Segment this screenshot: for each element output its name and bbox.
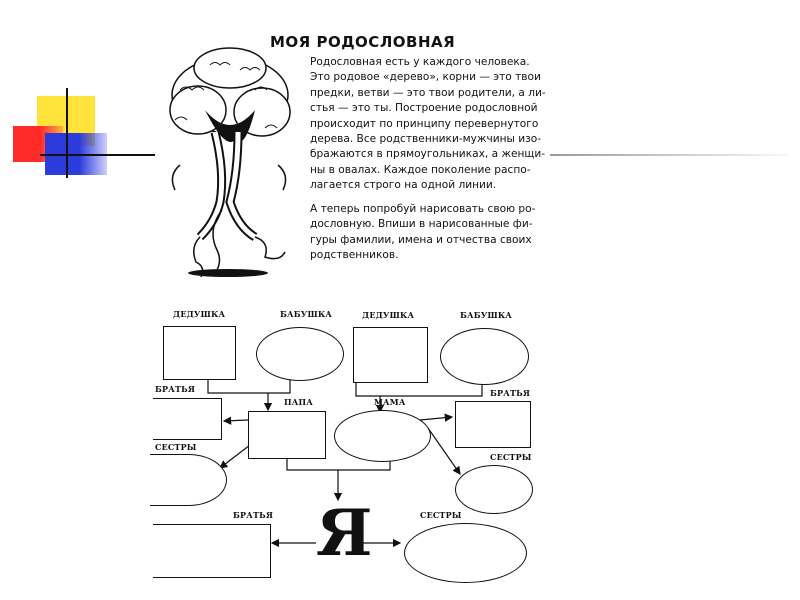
box-grandfather-right[interactable] bbox=[353, 327, 428, 383]
text-line: А теперь попробуй нарисовать свою ро- bbox=[310, 203, 536, 215]
connector-left-grandparents bbox=[208, 380, 290, 393]
box-brothers-papa[interactable] bbox=[153, 398, 222, 440]
text-line: ны в овалах. Каждое поколение распо- bbox=[310, 163, 531, 176]
text-line: бражаются в прямоугольниках, а женщи- bbox=[310, 148, 546, 161]
label-grandmother-left: БАБУШКА bbox=[280, 309, 333, 319]
box-papa[interactable] bbox=[248, 411, 326, 459]
label-mama: МАМА bbox=[374, 397, 406, 407]
oval-sisters-me[interactable] bbox=[404, 523, 527, 583]
me-letter: Я bbox=[316, 496, 373, 571]
box-grandfather-left[interactable] bbox=[163, 326, 236, 380]
label-brothers-me: БРАТЬЯ bbox=[233, 510, 274, 520]
label-grandmother-right: БАБУШКА bbox=[460, 310, 513, 320]
label-grandfather-left: ДЕДУШКА bbox=[173, 309, 226, 319]
text-line: Это родовое «дерево», корни — это твои bbox=[310, 71, 541, 84]
box-brothers-me[interactable] bbox=[153, 524, 271, 578]
text-line: дословную. Впиши в нарисованные фи- bbox=[310, 218, 533, 231]
label-brothers-mama: БРАТЬЯ bbox=[490, 388, 531, 398]
text-line: предки, ветви — это твои родители, а ли- bbox=[310, 86, 546, 99]
arrow-papa-brothers bbox=[224, 420, 248, 421]
oval-grandmother-right[interactable] bbox=[440, 328, 529, 385]
arrow-papa-sisters bbox=[220, 445, 250, 468]
connector-right-grandparents bbox=[356, 383, 482, 396]
arrow-mama-brothers bbox=[420, 417, 452, 420]
oval-grandmother-left[interactable] bbox=[256, 327, 344, 381]
text-line: дерева. Все родственники-мужчины изо- bbox=[310, 133, 542, 146]
page-title: МОЯ РОДОСЛОВНАЯ bbox=[270, 33, 456, 51]
text-line: стья — это ты. Построение родословной bbox=[310, 102, 538, 115]
text-line: гуры фамилии, имена и отчества своих bbox=[310, 233, 532, 246]
label-papa: ПАПА bbox=[284, 397, 313, 407]
oval-sisters-mama[interactable] bbox=[455, 465, 533, 514]
oval-sisters-papa[interactable] bbox=[150, 454, 227, 506]
label-sisters-me: СЕСТРЫ bbox=[420, 510, 462, 520]
label-brothers-papa: БРАТЬЯ bbox=[155, 384, 196, 394]
text-line: родственников. bbox=[310, 249, 399, 262]
label-grandfather-right: ДЕДУШКА bbox=[362, 310, 415, 320]
text-line: происходит по принципу перевернутого bbox=[310, 117, 539, 130]
box-brothers-mama[interactable] bbox=[455, 401, 531, 448]
label-sisters-mama: СЕСТРЫ bbox=[490, 452, 532, 462]
oval-mama[interactable] bbox=[334, 410, 431, 462]
text-line: лагается строго на одной линии. bbox=[310, 179, 497, 192]
label-sisters-papa: СЕСТРЫ bbox=[155, 442, 197, 452]
text-line: Родословная есть у каждого человека. bbox=[310, 56, 530, 68]
